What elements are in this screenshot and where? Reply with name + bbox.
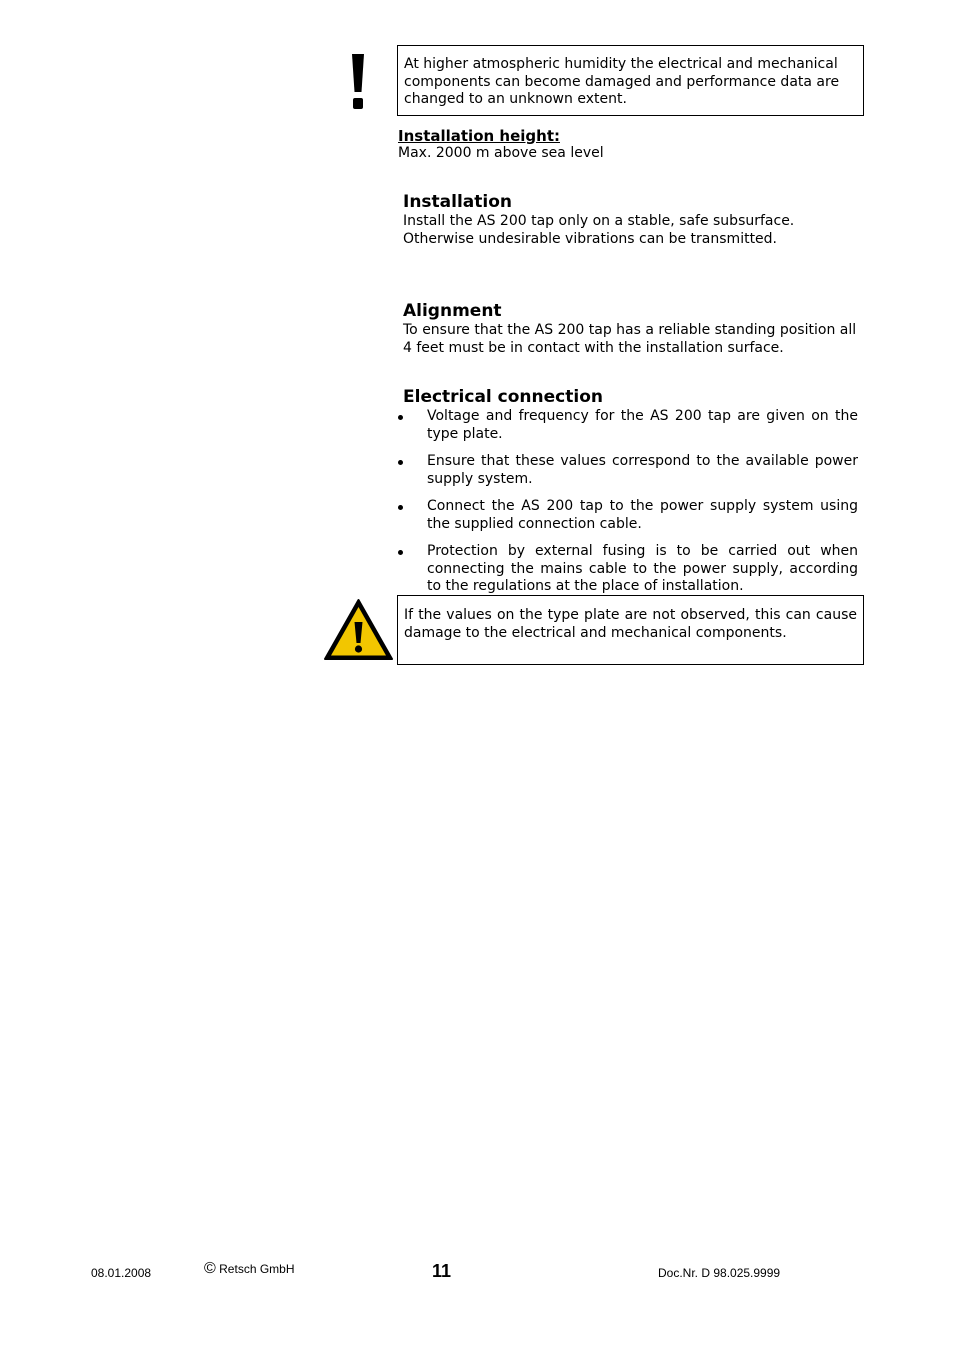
alignment-text: To ensure that the AS 200 tap has a reliable standing position all 4 feet must be in contact with the installation surface.: [403, 322, 857, 356]
electrical-connection-title: Electrical connection: [403, 387, 603, 407]
warning-triangle-icon: [323, 598, 394, 661]
list-item-text: Voltage and frequency for the AS 200 tap are given on the type plate.: [427, 408, 858, 442]
warning-notice-box: [397, 595, 864, 665]
footer-doc-number: Doc.Nr. D 98.025.9999: [658, 1266, 781, 1280]
copyright-symbol: ©: [204, 1260, 216, 1277]
exclamation-icon: [348, 52, 370, 112]
list-item: [397, 498, 858, 533]
list-item: [397, 453, 858, 488]
alignment-title: Alignment: [403, 301, 502, 321]
installation-height-value: Max. 2000 m above sea level: [398, 145, 604, 161]
list-item: [397, 543, 858, 596]
list-item: [397, 408, 858, 443]
footer-copyright: [204, 1262, 295, 1276]
footer-company: Retsch GmbH: [219, 1262, 295, 1276]
humidity-notice-box: [397, 45, 864, 116]
humidity-notice-text: At higher atmospheric humidity the electrical and mechanical components can become damaged and performance data are changed to an unknown extent.: [404, 56, 840, 107]
page-number: 11: [432, 1261, 452, 1281]
bullet-icon: [398, 415, 403, 420]
installation-text: Install the AS 200 tap only on a stable, safe subsurface. Otherwise undesirable vibrations can be transmitted.: [403, 213, 795, 247]
installation-height-title: Installation height:: [398, 127, 560, 145]
list-item-text: Protection by external fusing is to be carried out when connecting the mains cable to the power supply, according to the regulations at the place of installation.: [427, 543, 858, 594]
electrical-connection-list: [397, 408, 858, 596]
bullet-icon: [398, 550, 403, 555]
bullet-icon: [398, 460, 403, 465]
list-item-text: Connect the AS 200 tap to the power supply system using the supplied connection cable.: [427, 498, 858, 532]
list-item-text: Ensure that these values correspond to the available power supply system.: [427, 453, 858, 487]
warning-notice-text: If the values on the type plate are not observed, this can cause damage to the electrical and mechanical components.: [404, 607, 857, 641]
footer-date: 08.01.2008: [91, 1266, 152, 1280]
bullet-icon: [398, 505, 403, 510]
installation-title: Installation: [403, 192, 513, 212]
